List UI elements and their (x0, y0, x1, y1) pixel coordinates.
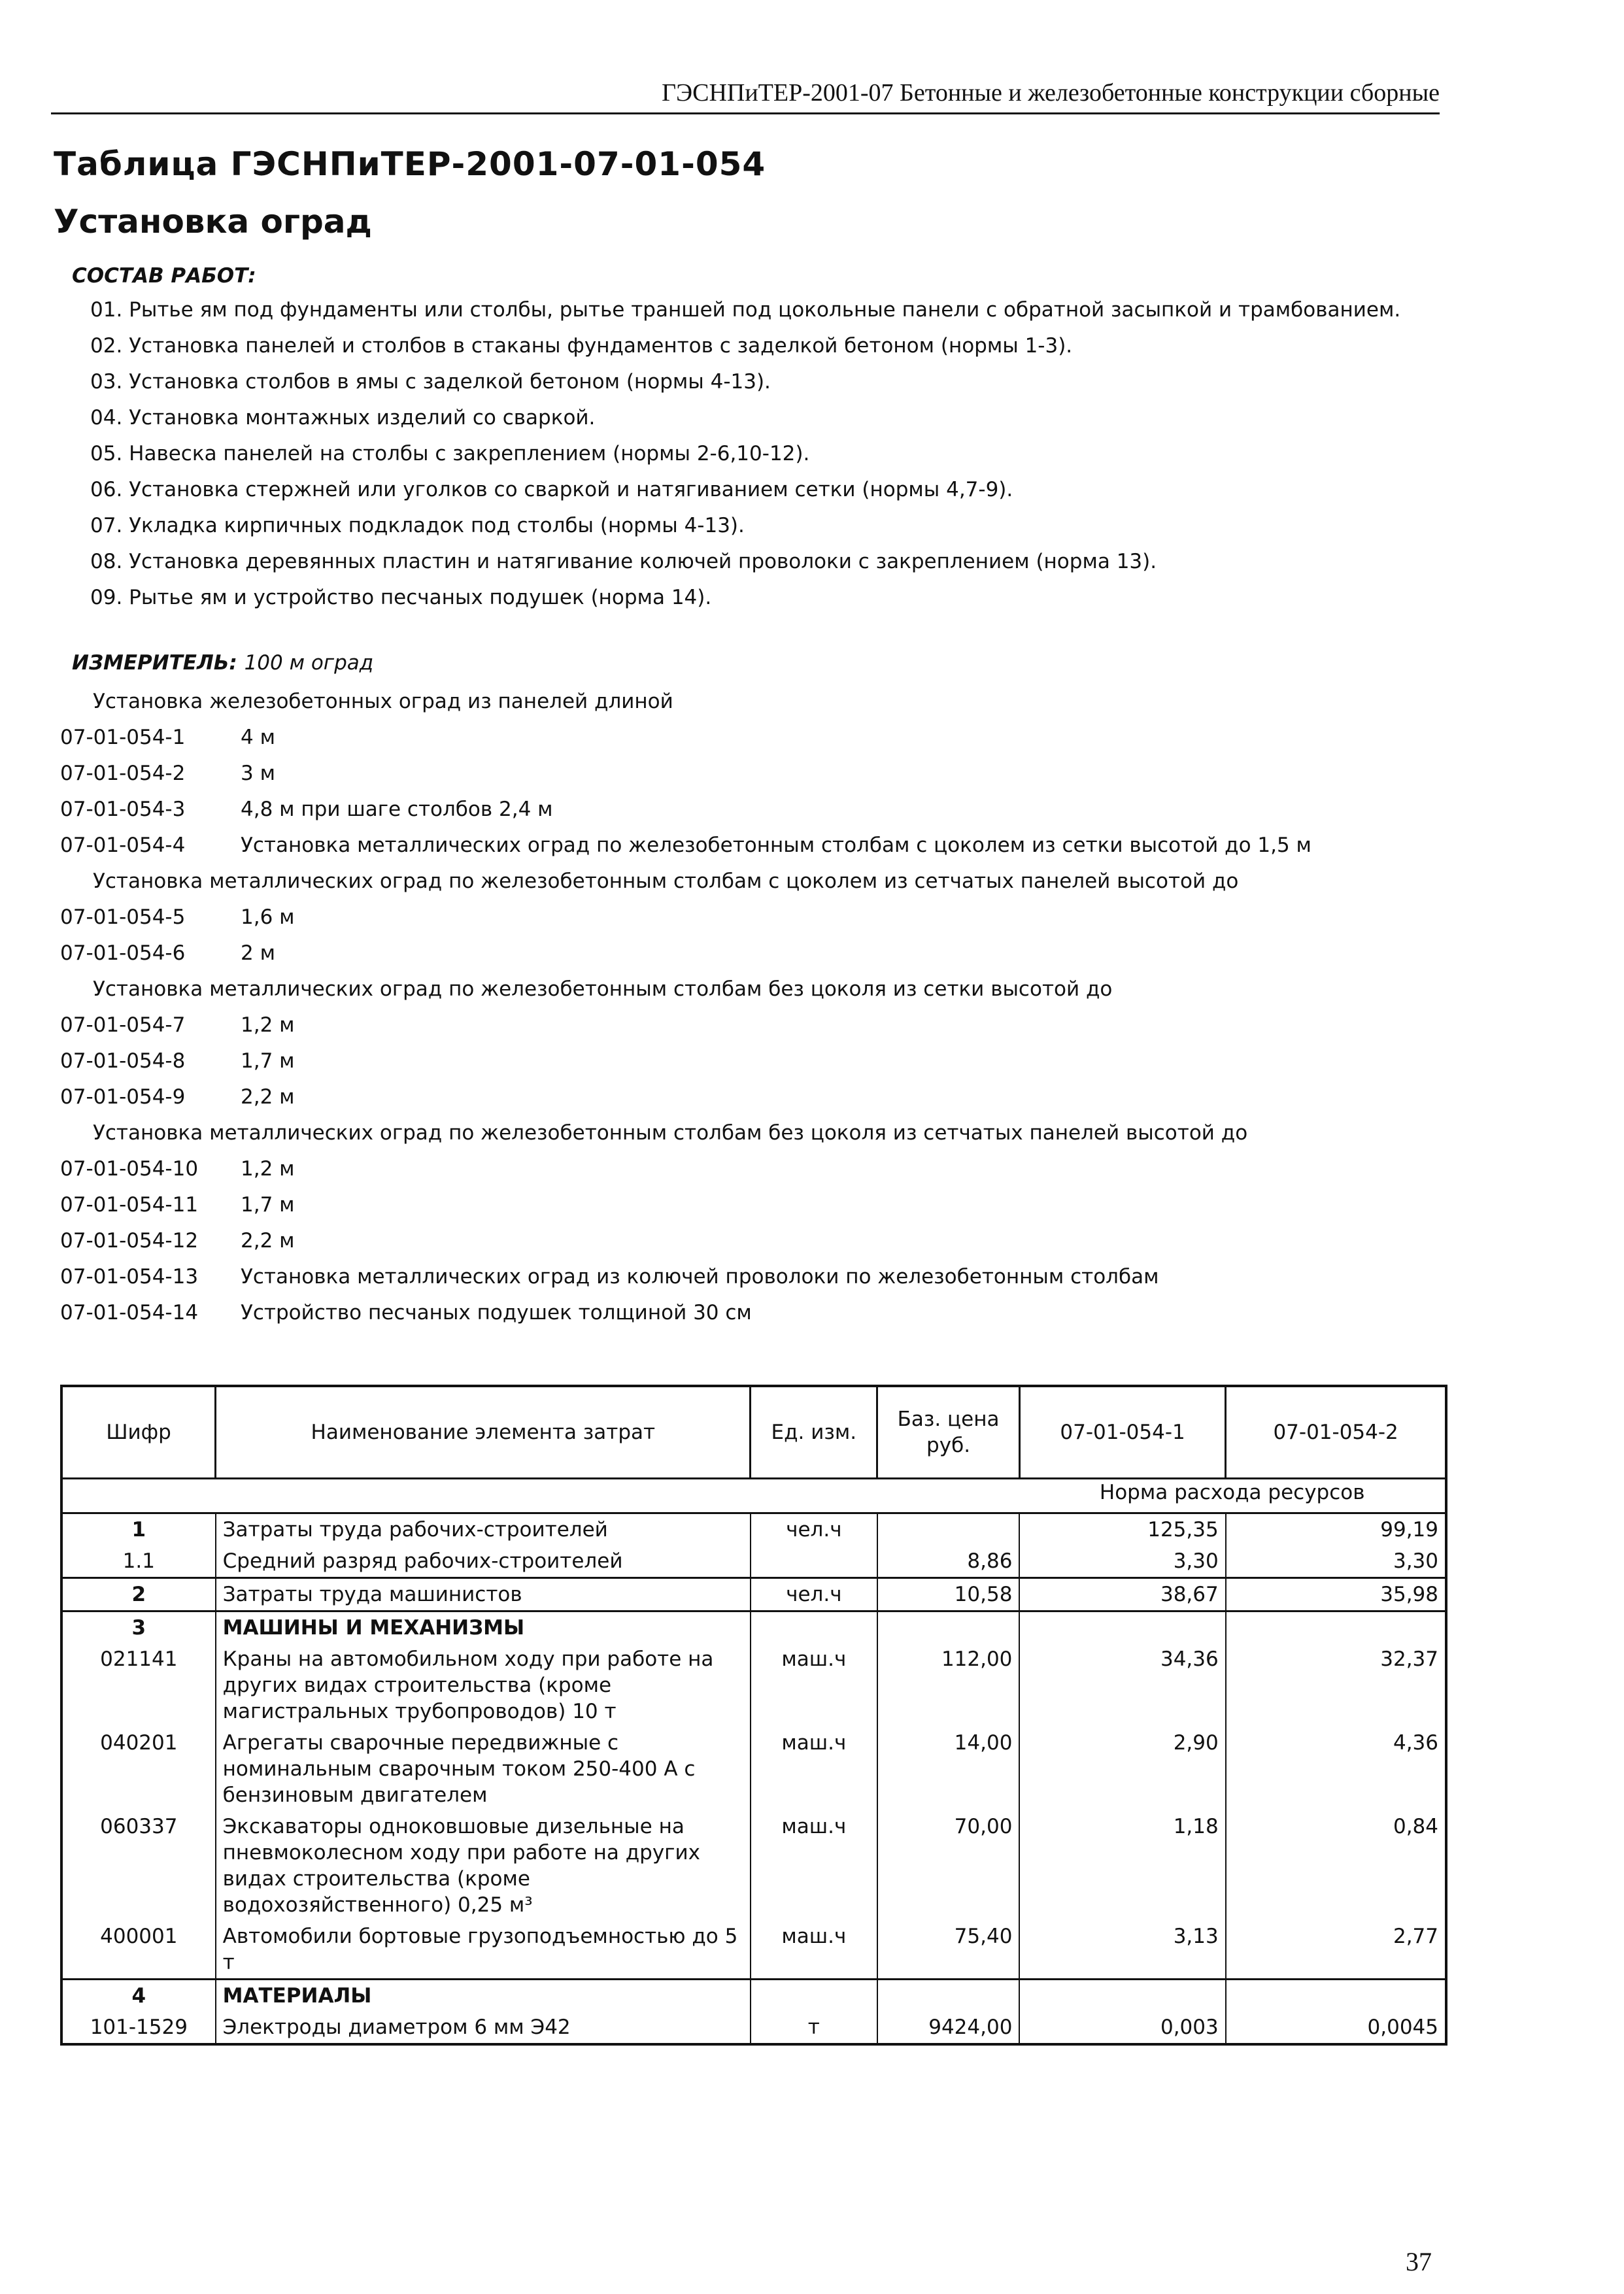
cell-norm-2 (1226, 1980, 1446, 2012)
work-step: 06. Установка стержней или уголков со сваркой и натягиванием сетки (нормы 4,7-9). (90, 478, 1013, 501)
cell-price: 8,86 (877, 1545, 1020, 1578)
cell-norm-1: 125,35 (1019, 1513, 1225, 1546)
cell-unit (751, 1980, 877, 2012)
norm-code: 07-01-054-11 (60, 1193, 199, 1217)
norm-description: 1,6 м (241, 905, 295, 929)
norm-description: 3 м (241, 762, 275, 785)
col-header-norm-2: 07-01-054-2 (1226, 1386, 1446, 1479)
running-header: ГЭСНПиТЕР-2001-07 Бетонные и железобетонные конструкции сборные (51, 73, 1440, 114)
table-section-row (61, 1611, 1446, 1644)
cell-code: 3 (61, 1611, 216, 1644)
norm-code: 07-01-054-5 (60, 905, 186, 929)
cell-name: Средний разряд рабочих-строителей (216, 1545, 751, 1578)
cell-name: Экскаваторы одноковшовые дизельные на пневмоколесном ходу при работе на других видах строительства (кроме водохозяйственного) 0,25 м³ (216, 1811, 751, 1921)
norm-group-heading: Установка железобетонных оград из панелей длиной (93, 690, 673, 713)
cell-price: 75,40 (877, 1921, 1020, 1980)
resource-table (60, 1385, 1447, 2046)
cell-norm-2 (1226, 1611, 1446, 1644)
norm-code-item (60, 1223, 1446, 1259)
norm-description: 2,2 м (241, 1229, 295, 1253)
table-header-row (61, 1386, 1446, 1479)
work-step: 05. Навеска панелей на столбы с закреплением (нормы 2-6,10-12). (90, 442, 810, 465)
cell-unit: маш.ч (751, 1727, 877, 1811)
norm-description: Устройство песчаных подушек толщиной 30 см (241, 1301, 752, 1324)
norm-label: Норма расхода ресурсов (1019, 1479, 1446, 1513)
col-header-unit: Ед. изм. (751, 1386, 877, 1479)
norm-group-heading: Установка металлических оград по железобетонным столбам с цоколем из сетчатых панелей высотой до (93, 869, 1239, 893)
norm-code-item (60, 720, 1446, 756)
table-row (61, 2012, 1446, 2044)
table-subtitle: Установка оград (54, 203, 372, 241)
work-step: 01. Рытье ям под фундаменты или столбы, рытье траншей под цокольные панели с обратной засыпкой и трамбованием. (90, 298, 1401, 322)
cell-name: Затраты труда рабочих-строителей (216, 1513, 751, 1546)
cell-code: 2 (61, 1578, 216, 1611)
cell-code: 4 (61, 1980, 216, 2012)
cell-norm-2: 4,36 (1226, 1727, 1446, 1811)
page-number: 37 (1406, 2247, 1432, 2276)
norm-description: 4 м (241, 726, 275, 749)
col-header-code: Шифр (61, 1386, 216, 1479)
norm-group-heading: Установка металлических оград по железобетонным столбам без цоколя из сетки высотой до (93, 977, 1113, 1001)
cell-code: 1.1 (122, 1549, 155, 1573)
cell-code: 101-1529 (90, 2016, 188, 2039)
cell-code: 400001 (100, 1925, 178, 1948)
norm-code: 07-01-054-7 (60, 1013, 186, 1037)
norm-description: 1,7 м (241, 1049, 295, 1073)
cell-unit: чел.ч (751, 1578, 877, 1611)
norm-code-item (60, 1043, 1446, 1079)
norm-code-item (60, 936, 1446, 971)
cell-norm-1: 34,36 (1019, 1644, 1225, 1727)
cell-norm-1: 2,90 (1019, 1727, 1225, 1811)
norm-code: 07-01-054-9 (60, 1085, 186, 1109)
cell-code: 040201 (100, 1731, 178, 1755)
cell-norm-2: 0,0045 (1226, 2012, 1446, 2044)
cell-norm-1 (1019, 1980, 1225, 2012)
norm-description: 1,2 м (241, 1157, 295, 1181)
table-row (61, 1513, 1446, 1546)
col-header-name: Наименование элемента затрат (216, 1386, 751, 1479)
cell-price: 14,00 (877, 1727, 1020, 1811)
table-row (61, 1545, 1446, 1578)
table-section-row (61, 1980, 1446, 2012)
cell-norm-1: 1,18 (1019, 1811, 1225, 1921)
cell-unit: чел.ч (751, 1513, 877, 1546)
table-row (61, 1578, 1446, 1611)
col-header-norm-1: 07-01-054-1 (1019, 1386, 1225, 1479)
norm-description: Установка металлических оград по железобетонным столбам с цоколем из сетки высотой до 1,5 м (241, 834, 1311, 857)
cell-unit: маш.ч (751, 1811, 877, 1921)
cell-name: Затраты труда машинистов (216, 1578, 751, 1611)
cell-norm-2: 2,77 (1226, 1921, 1446, 1980)
norm-code: 07-01-054-10 (60, 1157, 199, 1181)
cell-norm-1: 3,13 (1019, 1921, 1225, 1980)
cell-code: 1 (61, 1513, 216, 1546)
norm-description: 2 м (241, 941, 275, 965)
norm-code-item (60, 1079, 1446, 1115)
col-header-price: Баз. цена руб. (877, 1386, 1020, 1479)
norm-group-heading: Установка металлических оград по железобетонным столбам без цоколя из сетчатых панелей высотой до (93, 1121, 1248, 1145)
cell-price (877, 1513, 1020, 1546)
cell-price: 112,00 (877, 1644, 1020, 1727)
cell-norm-1 (1019, 1611, 1225, 1644)
norm-code: 07-01-054-12 (60, 1229, 199, 1253)
measure-line (72, 651, 373, 675)
cell-unit (751, 1545, 877, 1578)
norm-description: 4,8 м при шаге столбов 2,4 м (241, 798, 553, 821)
norm-code-item (60, 1259, 1446, 1295)
norm-description: Установка металлических оград из колючей проволоки по железобетонным столбам (241, 1265, 1159, 1289)
work-step: 07. Укладка кирпичных подкладок под столбы (нормы 4-13). (90, 514, 745, 537)
cell-name: МАШИНЫ И МЕХАНИЗМЫ (216, 1611, 751, 1644)
cell-norm-1: 3,30 (1019, 1545, 1225, 1578)
table-row (61, 1921, 1446, 1980)
cell-norm-1: 0,003 (1019, 2012, 1225, 2044)
cell-unit: т (751, 2012, 877, 2044)
table-row (61, 1644, 1446, 1727)
cell-norm-1: 38,67 (1019, 1578, 1225, 1611)
norm-code: 07-01-054-3 (60, 798, 186, 821)
cell-price (877, 1611, 1020, 1644)
cell-norm-2: 0,84 (1226, 1811, 1446, 1921)
norm-code: 07-01-054-6 (60, 941, 186, 965)
cell-price: 9424,00 (877, 2012, 1020, 2044)
cell-name: Электроды диаметром 6 мм Э42 (216, 2012, 751, 2044)
norm-code: 07-01-054-8 (60, 1049, 186, 1073)
cell-norm-2: 35,98 (1226, 1578, 1446, 1611)
cell-price: 70,00 (877, 1811, 1020, 1921)
table-title: Таблица ГЭСНПиТЕР-2001-07-01-054 (54, 145, 766, 183)
norm-code: 07-01-054-2 (60, 762, 186, 785)
norm-code-item (60, 828, 1446, 864)
cell-name: МАТЕРИАЛЫ (216, 1980, 751, 2012)
norm-code-item (60, 1007, 1446, 1043)
norm-code: 07-01-054-13 (60, 1265, 199, 1289)
cell-unit: маш.ч (751, 1644, 877, 1727)
work-step: 04. Установка монтажных изделий со сваркой. (90, 406, 596, 430)
table-row (61, 1727, 1446, 1811)
norm-code-item (60, 1295, 1446, 1331)
cell-norm-2: 99,19 (1226, 1513, 1446, 1546)
cell-code: 060337 (100, 1815, 178, 1838)
norm-code-list (60, 684, 1446, 1331)
norm-code-item (60, 756, 1446, 792)
cell-unit: маш.ч (751, 1921, 877, 1980)
norm-description: 2,2 м (241, 1085, 295, 1109)
norm-code-item (60, 900, 1446, 936)
cell-norm-2: 3,30 (1226, 1545, 1446, 1578)
cell-code: 021141 (100, 1647, 178, 1671)
composition-label: СОСТАВ РАБОТ: (72, 264, 256, 288)
cell-name: Автомобили бортовые грузоподъемностью до 5 т (216, 1921, 751, 1980)
cell-price: 10,58 (877, 1578, 1020, 1611)
measure-label: ИЗМЕРИТЕЛЬ: (72, 651, 237, 675)
norm-code: 07-01-054-4 (60, 834, 186, 857)
cell-name: Краны на автомобильном ходу при работе на других видах строительства (кроме магистральных трубопроводов) 10 т (216, 1644, 751, 1727)
norm-code: 07-01-054-14 (60, 1301, 199, 1324)
norm-description: 1,7 м (241, 1193, 295, 1217)
work-step: 02. Установка панелей и столбов в стаканы фундаментов с заделкой бетоном (нормы 1-3). (90, 334, 1073, 358)
norm-code: 07-01-054-1 (60, 726, 186, 749)
norm-code-item (60, 1187, 1446, 1223)
cell-price (877, 1980, 1020, 2012)
work-step: 03. Установка столбов в ямы с заделкой бетоном (нормы 4-13). (90, 370, 771, 394)
work-step: 09. Рытье ям и устройство песчаных подушек (норма 14). (90, 586, 712, 609)
table-row (61, 1811, 1446, 1921)
cell-unit (751, 1611, 877, 1644)
norm-code-item (60, 1151, 1446, 1187)
measure-value: 100 м оград (244, 651, 374, 675)
norm-label-row (61, 1479, 1446, 1513)
work-steps (90, 297, 1424, 620)
cell-norm-2: 32,37 (1226, 1644, 1446, 1727)
norm-description: 1,2 м (241, 1013, 295, 1037)
work-step: 08. Установка деревянных пластин и натягивание колючей проволоки с закреплением (норма 13). (90, 550, 1157, 573)
norm-code-item (60, 792, 1446, 828)
cell-name: Агрегаты сварочные передвижные с номинальным сварочным током 250-400 А с бензиновым двигателем (216, 1727, 751, 1811)
